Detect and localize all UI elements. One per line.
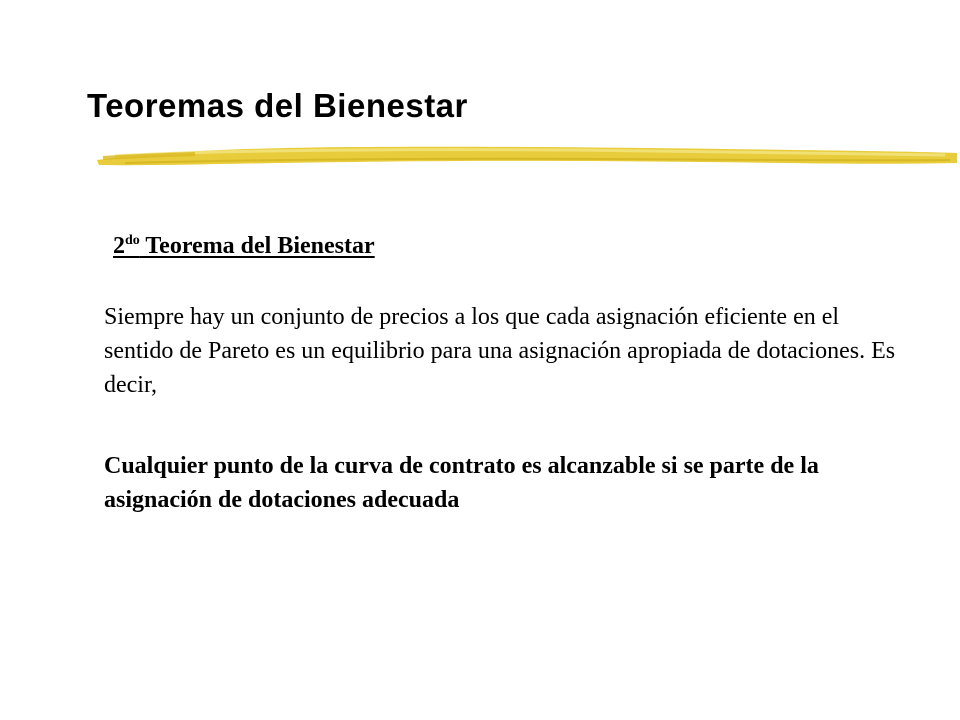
theorem-conclusion: Cualquier punto de la curva de contrato es alcanzable si se parte de la asignación de dotaciones adecuada <box>104 453 819 513</box>
theorem-number: 2 <box>113 233 125 259</box>
theorem-heading-text: Teorema del Bienestar <box>139 233 375 259</box>
highlighter-stroke-decoration <box>95 138 960 178</box>
slide-title: Teoremas del Bienestar <box>87 87 468 124</box>
theorem-statement: Siempre hay un conjunto de precios a los que cada asignación eficiente en el sentido de Pareto es un equilibrio para una asignación apropiada de dotaciones. Es decir, <box>104 304 896 398</box>
theorem-ordinal-suffix: do <box>125 233 140 248</box>
theorem-heading <box>113 232 375 261</box>
